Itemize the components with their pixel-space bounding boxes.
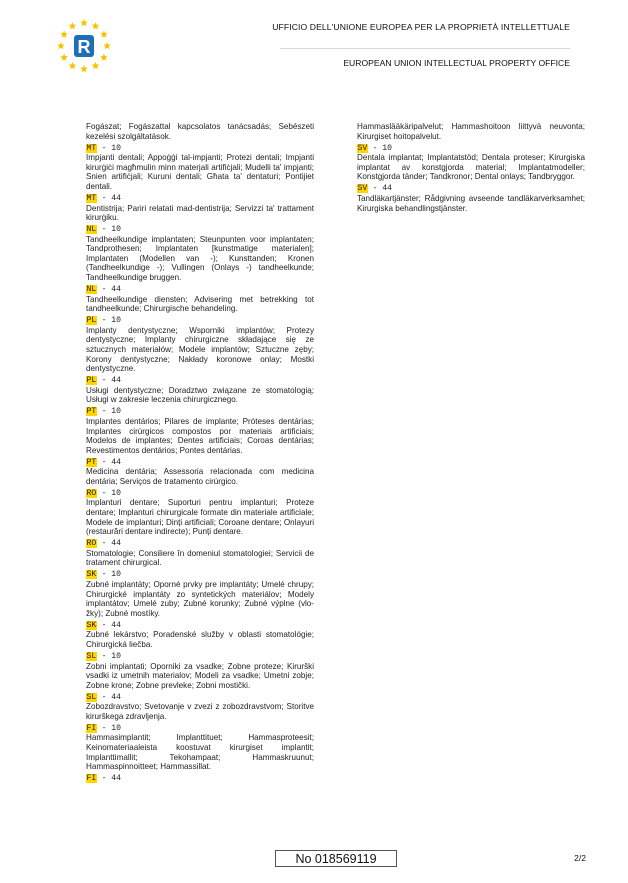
goods-description: Hammasimplantit; Implanttituet; Hammasproteesit; Keinomateriaaleista koostuvat kirurgiset implantit; Implanttimallit; Tekohampaat; Hammaskruunut; Hammaspinnoitteet; Hammassillat. xyxy=(86,733,314,772)
language-class-line: PT - 10 xyxy=(86,407,122,417)
nice-class-number: 10 xyxy=(111,143,122,153)
svg-text:R: R xyxy=(77,37,91,57)
star-icon xyxy=(100,31,108,38)
language-class-line: MT - 10 xyxy=(86,143,122,153)
language-class-line: PL - 10 xyxy=(86,316,122,326)
goods-description: Zubné lekárstvo; Poradenské služby v oblasti stomatológie; Chirurgická liečba. xyxy=(86,630,314,649)
goods-entry xyxy=(86,194,314,223)
language-code-badge: MT xyxy=(86,193,97,203)
language-code-badge: SK xyxy=(86,620,97,630)
goods-entry xyxy=(86,621,314,650)
star-icon xyxy=(103,42,111,49)
goods-entry xyxy=(86,225,314,283)
goods-description: Stomatologie; Consiliere în domeniul stomatologiei; Servicii de tratament chirurgical. xyxy=(86,548,314,568)
language-code-badge: PL xyxy=(86,376,97,386)
goods-description: Tandläkartjänster; Rådgivning avseende tandläkarverksamhet; Kirurgiska behandlingstjänster. xyxy=(357,193,585,213)
star-icon xyxy=(69,22,77,29)
language-class-line: FI - 10 xyxy=(86,723,122,733)
language-class-line: SL - 10 xyxy=(86,651,122,661)
language-class-line: MT - 44 xyxy=(86,193,122,203)
nice-class-number: 44 xyxy=(111,692,122,702)
star-icon xyxy=(80,19,88,26)
language-code-badge: RO xyxy=(86,488,97,498)
star-icon xyxy=(60,54,68,61)
language-class-line: NL - 44 xyxy=(86,285,122,295)
language-code-badge: SV xyxy=(357,184,368,194)
star-icon xyxy=(69,62,77,69)
language-code-badge: SK xyxy=(86,570,97,580)
language-code-badge: NL xyxy=(86,285,97,295)
language-class-line: SV - 44 xyxy=(357,184,393,194)
language-code-badge: SL xyxy=(86,651,97,661)
language-class-line: RO - 10 xyxy=(86,488,122,498)
nice-class-number: 44 xyxy=(111,774,122,784)
r-mark-icon xyxy=(74,35,94,57)
language-code-badge: RO xyxy=(86,539,97,549)
euipo-logo xyxy=(56,18,112,74)
nice-class-number: 10 xyxy=(111,570,122,580)
goods-entry xyxy=(86,774,314,784)
left-column xyxy=(86,122,314,786)
goods-entry xyxy=(86,724,314,772)
goods-entry xyxy=(86,652,314,690)
language-class-line: SK - 44 xyxy=(86,620,122,630)
goods-entry xyxy=(86,407,314,455)
goods-description: Implantes dentários; Pilares de implante; Próteses dentárias; Implantes cirúrgicos compostos por materiais artificiais; Modelos de implantes; Dentes artificiais; Coroas dentárias; Revestimentos dentários; Pontes dentárias. xyxy=(86,416,314,455)
goods-entry xyxy=(86,285,314,314)
goods-description: Medicina dentária; Assessoria relacionada com medicina dentária; Serviços de tratamento cirúrgico. xyxy=(86,467,314,486)
language-code-badge: FI xyxy=(86,774,97,784)
nice-class-number: 44 xyxy=(111,285,122,295)
star-icon xyxy=(100,54,108,61)
language-code-badge: FI xyxy=(86,723,97,733)
goods-entry xyxy=(86,144,314,192)
language-code-badge: PT xyxy=(86,407,97,417)
right-column xyxy=(357,122,585,216)
language-code-badge: NL xyxy=(86,225,97,235)
goods-entry xyxy=(357,122,585,141)
goods-entry xyxy=(86,122,314,141)
goods-entry xyxy=(86,489,314,537)
language-code-badge: PL xyxy=(86,316,97,326)
goods-description: Zobni implantati; Oporniki za vsadke; Zobne proteze; Kirurški vsadki iz umetnih materialov; Modeli za vsadke; Umetni zobje; Zobne krone; Zobne prevleke; Zobni mostički. xyxy=(86,661,314,690)
star-icon xyxy=(92,22,100,29)
goods-description: Tandheelkundige implantaten; Steunpunten voor implantaten; Tandprothesen; Implantaten [kunstmatige materialen]; Implantaten (Modellen van -); Kunsttanden; Kronen (Tandheelkundige -); Vullingen (Onlays -) tandheelkunde; Tandheelkundige bruggen. xyxy=(86,234,314,283)
star-icon xyxy=(80,65,88,72)
nice-class-number: 44 xyxy=(382,184,393,194)
goods-entry xyxy=(86,316,314,374)
nice-class-number: 10 xyxy=(111,723,122,733)
star-icon xyxy=(92,62,100,69)
nice-class-number: 44 xyxy=(111,457,122,467)
goods-entry xyxy=(86,693,314,722)
star-icon xyxy=(60,31,68,38)
language-class-line: RO - 44 xyxy=(86,539,122,549)
nice-class-number: 44 xyxy=(111,193,122,203)
goods-entry xyxy=(86,458,314,487)
header-divider xyxy=(280,48,570,49)
goods-description: Dentistrija; Pariri relatati mad-dentistrija; Servizzi ta' trattament kirurġiku. xyxy=(86,203,314,223)
goods-description: Hammaslääkäripalvelut; Hammashoitoon liittyvä neuvonta; Kirurgiset hoitopalvelut. xyxy=(357,122,585,141)
goods-entry xyxy=(357,144,585,182)
language-code-badge: SV xyxy=(357,143,368,153)
language-class-line: PL - 44 xyxy=(86,376,122,386)
nice-class-number: 10 xyxy=(111,407,122,417)
language-code-badge: PT xyxy=(86,457,97,467)
language-class-line: NL - 10 xyxy=(86,225,122,235)
nice-class-number: 44 xyxy=(111,620,122,630)
goods-description: Implanty dentystyczne; Wsporniki implantów; Protezy dentystyczne; Implanty chirurgiczne składające się ze sztucznych materiałów; Modele implantów; Sztuczne zęby; Korony dentystyczne; Nakłady koronowe onlay; Mostki dentystyczne. xyxy=(86,325,314,374)
nice-class-number: 44 xyxy=(111,376,122,386)
nice-class-number: 10 xyxy=(382,143,393,153)
goods-description: Implanturi dentare; Suporturi pentru implanturi; Proteze dentare; Implanturi chirurgicale formate din materiale artificiale; Modele de implanturi; Dinți artificiali; Coroane dentare; Onlayuri (restaurări dentare indirecte); Punți dentare. xyxy=(86,498,314,537)
document-number: No 018569119 xyxy=(275,850,397,867)
office-name-english: EUROPEAN UNION INTELLECTUAL PROPERTY OFFICE xyxy=(343,58,570,68)
nice-class-number: 44 xyxy=(111,539,122,549)
goods-entry xyxy=(86,376,314,405)
nice-class-number: 10 xyxy=(111,651,122,661)
goods-description: Tandheelkundige diensten; Advisering met betrekking tot tandheelkunde; Chirurgische behandeling. xyxy=(86,294,314,314)
language-class-line: SK - 10 xyxy=(86,570,122,580)
goods-description: Dentala implantat; Implantatstöd; Dentala proteser; Kirurgiska implantat av konstgjorda material; Implantatmodeller; Konstgjorda tänder; Tandkronor; Dental onlays; Tandbryggor. xyxy=(357,153,585,182)
star-icon xyxy=(57,42,65,49)
nice-class-number: 10 xyxy=(111,225,122,235)
goods-description: Fogászat; Fogászattal kapcsolatos tanácsadás; Sebészeti kezelési szolgáltatások. xyxy=(86,122,314,141)
goods-description: Usługi dentystyczne; Doradztwo związane ze stomatologią; Usługi w zakresie leczenia chirurgicznego. xyxy=(86,385,314,405)
language-class-line: FI - 44 xyxy=(86,774,122,784)
goods-description: Zubné implantáty; Oporné prvky pre implantáty; Umelé chrupy; Chirurgické implantáty zo syntetických materiálov; Modely implantátov; Umelé zuby; Zubné korunky; Zubné výplne (vlo-žky); Zubné mostíky. xyxy=(86,580,314,618)
language-code-badge: SL xyxy=(86,692,97,702)
goods-description: Impjanti dentali; Appoġġi tal-impjanti; Protezi dentali; Impjanti kirurġiċi magħmulin minn materjali artifiċjali; Mudelli ta' impjanti; Snien artifiċjali; Kuruni dentali; Għata ta' dentaturi; Pontijiet dentali. xyxy=(86,153,314,191)
goods-entry xyxy=(86,570,314,618)
goods-entry xyxy=(86,539,314,568)
nice-class-number: 10 xyxy=(111,316,122,326)
language-class-line: PT - 44 xyxy=(86,457,122,467)
language-code-badge: MT xyxy=(86,143,97,153)
goods-description: Zobozdravstvo; Svetovanje v zvezi z zobozdravstvom; Storitve kirurškega zdravljenja. xyxy=(86,702,314,721)
goods-entry xyxy=(357,184,585,213)
language-class-line: SL - 44 xyxy=(86,692,122,702)
page-number: 2/2 xyxy=(574,853,586,863)
nice-class-number: 10 xyxy=(111,488,122,498)
office-name-italian: UFFICIO DELL'UNIONE EUROPEA PER LA PROPRIETÀ INTELLETTUALE xyxy=(272,22,570,32)
language-class-line: SV - 10 xyxy=(357,143,393,153)
